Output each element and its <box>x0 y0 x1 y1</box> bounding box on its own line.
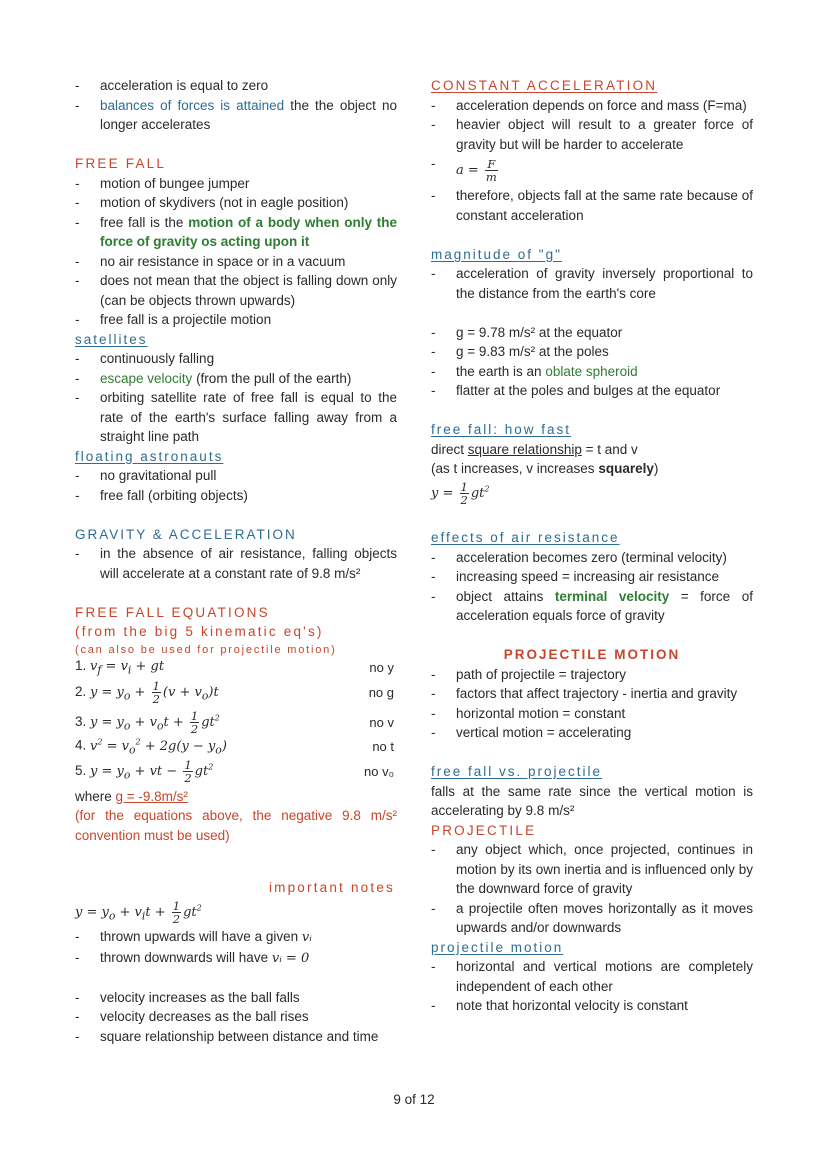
list-item: - velocity decreases as the ball rises <box>75 1007 397 1027</box>
equation-3: 3. $y = y_o + v_ot$ + $\frac{1}{2}$ $gt^2$ no v <box>75 708 394 736</box>
list-item: - does not mean that the object is falling down only (can be objects thrown upwards) <box>75 271 397 310</box>
list-item: - horizontal and vertical motions are completely independent of each other <box>431 957 753 996</box>
how-fast-equation: y = $\frac{1}{2}$ $gt^2$ <box>431 480 490 507</box>
g-value: g = -9.8m/s² <box>115 788 188 804</box>
list-item: - increasing speed = increasing air resistance <box>431 567 753 587</box>
text: free fall is the <box>100 214 189 230</box>
list-item <box>75 213 397 252</box>
list-item: - orbiting satellite rate of free fall is equal to the rate of the earth's surface falling away from a straight line path <box>75 388 397 447</box>
vs-text: falls at the same rate since the vertical motion is accelerating by 9.8 m/s² <box>431 783 753 818</box>
list-item: - therefore, objects fall at the same rate because of constant acceleration <box>431 186 753 225</box>
list-item <box>431 154 753 186</box>
highlight-green: terminal velocity <box>554 588 670 604</box>
pm-list <box>431 957 753 1016</box>
magnitude-list-a <box>431 264 753 303</box>
left-column <box>75 76 397 1046</box>
list-item: - g = 9.83 m/s² at the poles <box>431 342 753 362</box>
projectile-heading: PROJECTILE <box>431 822 537 838</box>
constant-acceleration-heading: CONSTANT ACCELERATION <box>431 78 658 93</box>
list-item: - vertical motion = accelerating <box>431 723 753 743</box>
list-item: - free fall (orbiting objects) <box>75 486 397 506</box>
list-item: - thrown upwards will have a given vᵢ <box>75 927 397 948</box>
eq-tag: no y <box>369 659 394 675</box>
eq-tag: no t <box>372 739 394 755</box>
list-item: - a projectile often moves horizontally as it moves upwards and/or downwards <box>431 899 753 938</box>
list-item: - acceleration depends on force and mass (F=ma) <box>431 96 753 116</box>
equation-5: 5. $y = y_o$ + vt − $\frac{1}{2}$ $gt^2$ no v₀ <box>75 758 394 785</box>
text: the the object no longer accelerates <box>100 97 397 132</box>
eq-tag: no g <box>368 684 394 700</box>
magnitude-heading: magnitude of "g" <box>431 246 562 262</box>
air-list <box>431 548 753 626</box>
equations-subheading: (from the big 5 kinematic eq's) <box>75 624 324 639</box>
eq-number: 1. <box>75 657 87 673</box>
satellites-heading: satellites <box>75 331 148 347</box>
math: vᵢ = 0 <box>271 950 310 966</box>
eq-number: 2. <box>75 683 87 699</box>
list-item: - path of projectile = trajectory <box>431 665 753 685</box>
eq-tag: no v₀ <box>364 764 394 779</box>
floating-astronauts-heading: floating astronauts <box>75 448 224 464</box>
vs-heading: free fall vs. projectile <box>431 764 603 779</box>
list-item: - flatter at the poles and bulges at the equator <box>431 381 753 401</box>
highlight-green: escape velocity <box>100 370 193 386</box>
list-item: - thrown downwards will have vᵢ = 0 <box>75 948 397 969</box>
list-item: - no air resistance in space or in a vacuum <box>75 252 397 272</box>
list-item: - velocity increases as the ball falls <box>75 988 397 1008</box>
list-item: - acceleration becomes zero (terminal velocity) <box>431 548 753 568</box>
eq-tag: no v <box>369 714 394 730</box>
list-item: - factors that affect trajectory - inertia and gravity <box>431 684 753 704</box>
list-item: - any object which, once projected, continues in motion by its own inertia and is influenced only by the downward force of gravity <box>431 840 753 899</box>
air-resistance-heading: effects of air resistance <box>431 530 620 545</box>
list-item: - the earth is an oblate spheroid <box>431 362 753 382</box>
equation-1: 1. $v_f = v_i$ + gt no y <box>75 657 394 677</box>
important-notes-heading: important notes <box>268 879 395 895</box>
projectile-list <box>431 665 753 743</box>
math: vᵢ <box>301 930 312 945</box>
gravity-heading: GRAVITY & ACCELERATION <box>75 526 297 542</box>
list-item: - acceleration of gravity inversely proportional to the distance from the earth's core <box>431 264 753 303</box>
page-number: 9 of 12 <box>393 1092 435 1107</box>
how-fast-line-1: direct square relationship = t and v <box>431 441 638 457</box>
equations-heading: FREE FALL EQUATIONS <box>75 604 270 620</box>
highlight-green: oblate spheroid <box>545 363 638 379</box>
list-item: - motion of skydivers (not in eagle position) <box>75 193 397 213</box>
list-item: - square relationship between distance and time <box>75 1027 397 1047</box>
list-item: - continuously falling <box>75 349 397 369</box>
constant-list <box>431 96 753 226</box>
magnitude-list-b <box>431 323 753 401</box>
equation-2: 2. $y = y_o$ + $\frac{1}{2}$ $(v + v_o)t$ no g <box>75 678 394 706</box>
list-item: - object attains terminal velocity = force of acceleration equals force of gravity <box>431 587 753 626</box>
list-item: - motion of bungee jumper <box>75 174 397 194</box>
list-item: - in the absence of air resistance, falling objects will accelerate at a constant rate of 9.8 m/s² <box>75 544 397 583</box>
list-item: - horizontal motion = constant <box>431 704 753 724</box>
list-item: - no gravitational pull <box>75 466 397 486</box>
highlight-blue: balances of forces is attained <box>100 97 285 113</box>
list-item: - note that horizontal velocity is constant <box>431 996 753 1016</box>
gravity-list <box>75 544 397 583</box>
list-item: - acceleration is equal to zero <box>75 76 397 96</box>
where-line: where g = -9.8m/s² <box>75 788 188 804</box>
how-fast-heading: free fall: how fast <box>431 422 572 437</box>
notes-equation: $y = y_o + v_it$ + $\frac{1}{2}$ $gt^2$ <box>75 898 202 926</box>
equations-note: (can also be used for projectile motion) <box>75 643 337 656</box>
eq-number: 4. <box>75 737 87 753</box>
notes-list-b <box>75 988 397 1047</box>
satellites-list <box>75 349 397 447</box>
list-item <box>75 369 397 389</box>
equation-4: 4. $v^2 = v_o^2 + 2g(y - y_o)$ no t <box>75 737 394 757</box>
list-item <box>75 96 397 135</box>
free-fall-list <box>75 174 397 330</box>
right-column <box>431 76 753 1016</box>
highlight-green: motion of a body when only the force of gravity os acting upon it <box>100 214 397 249</box>
convention-note: (for the equations above, the negative 9.8 m/s² convention must be used) <box>75 808 397 843</box>
intro-list <box>75 76 397 135</box>
eq-number: 5. <box>75 763 87 778</box>
formula: - a = $\frac{F}{m}$ <box>456 156 497 184</box>
floating-list <box>75 466 397 505</box>
how-fast-line-2: (as t increases, v increases squarely) <box>431 461 659 476</box>
free-fall-heading: FREE FALL <box>75 156 167 171</box>
pm-heading: projectile motion <box>431 939 564 955</box>
projectile-motion-heading: PROJECTILE MOTION <box>503 647 681 662</box>
notes-list-a <box>75 927 397 968</box>
list-item: - heavier object will result to a greater force of gravity but will be harder to accelerate <box>431 115 753 154</box>
eq-number: 3. <box>75 713 87 729</box>
list-item: - free fall is a projectile motion <box>75 310 397 330</box>
proj-list <box>431 840 753 938</box>
list-item: - g = 9.78 m/s² at the equator <box>431 323 753 343</box>
text: (from the pull of the earth) <box>192 370 352 386</box>
